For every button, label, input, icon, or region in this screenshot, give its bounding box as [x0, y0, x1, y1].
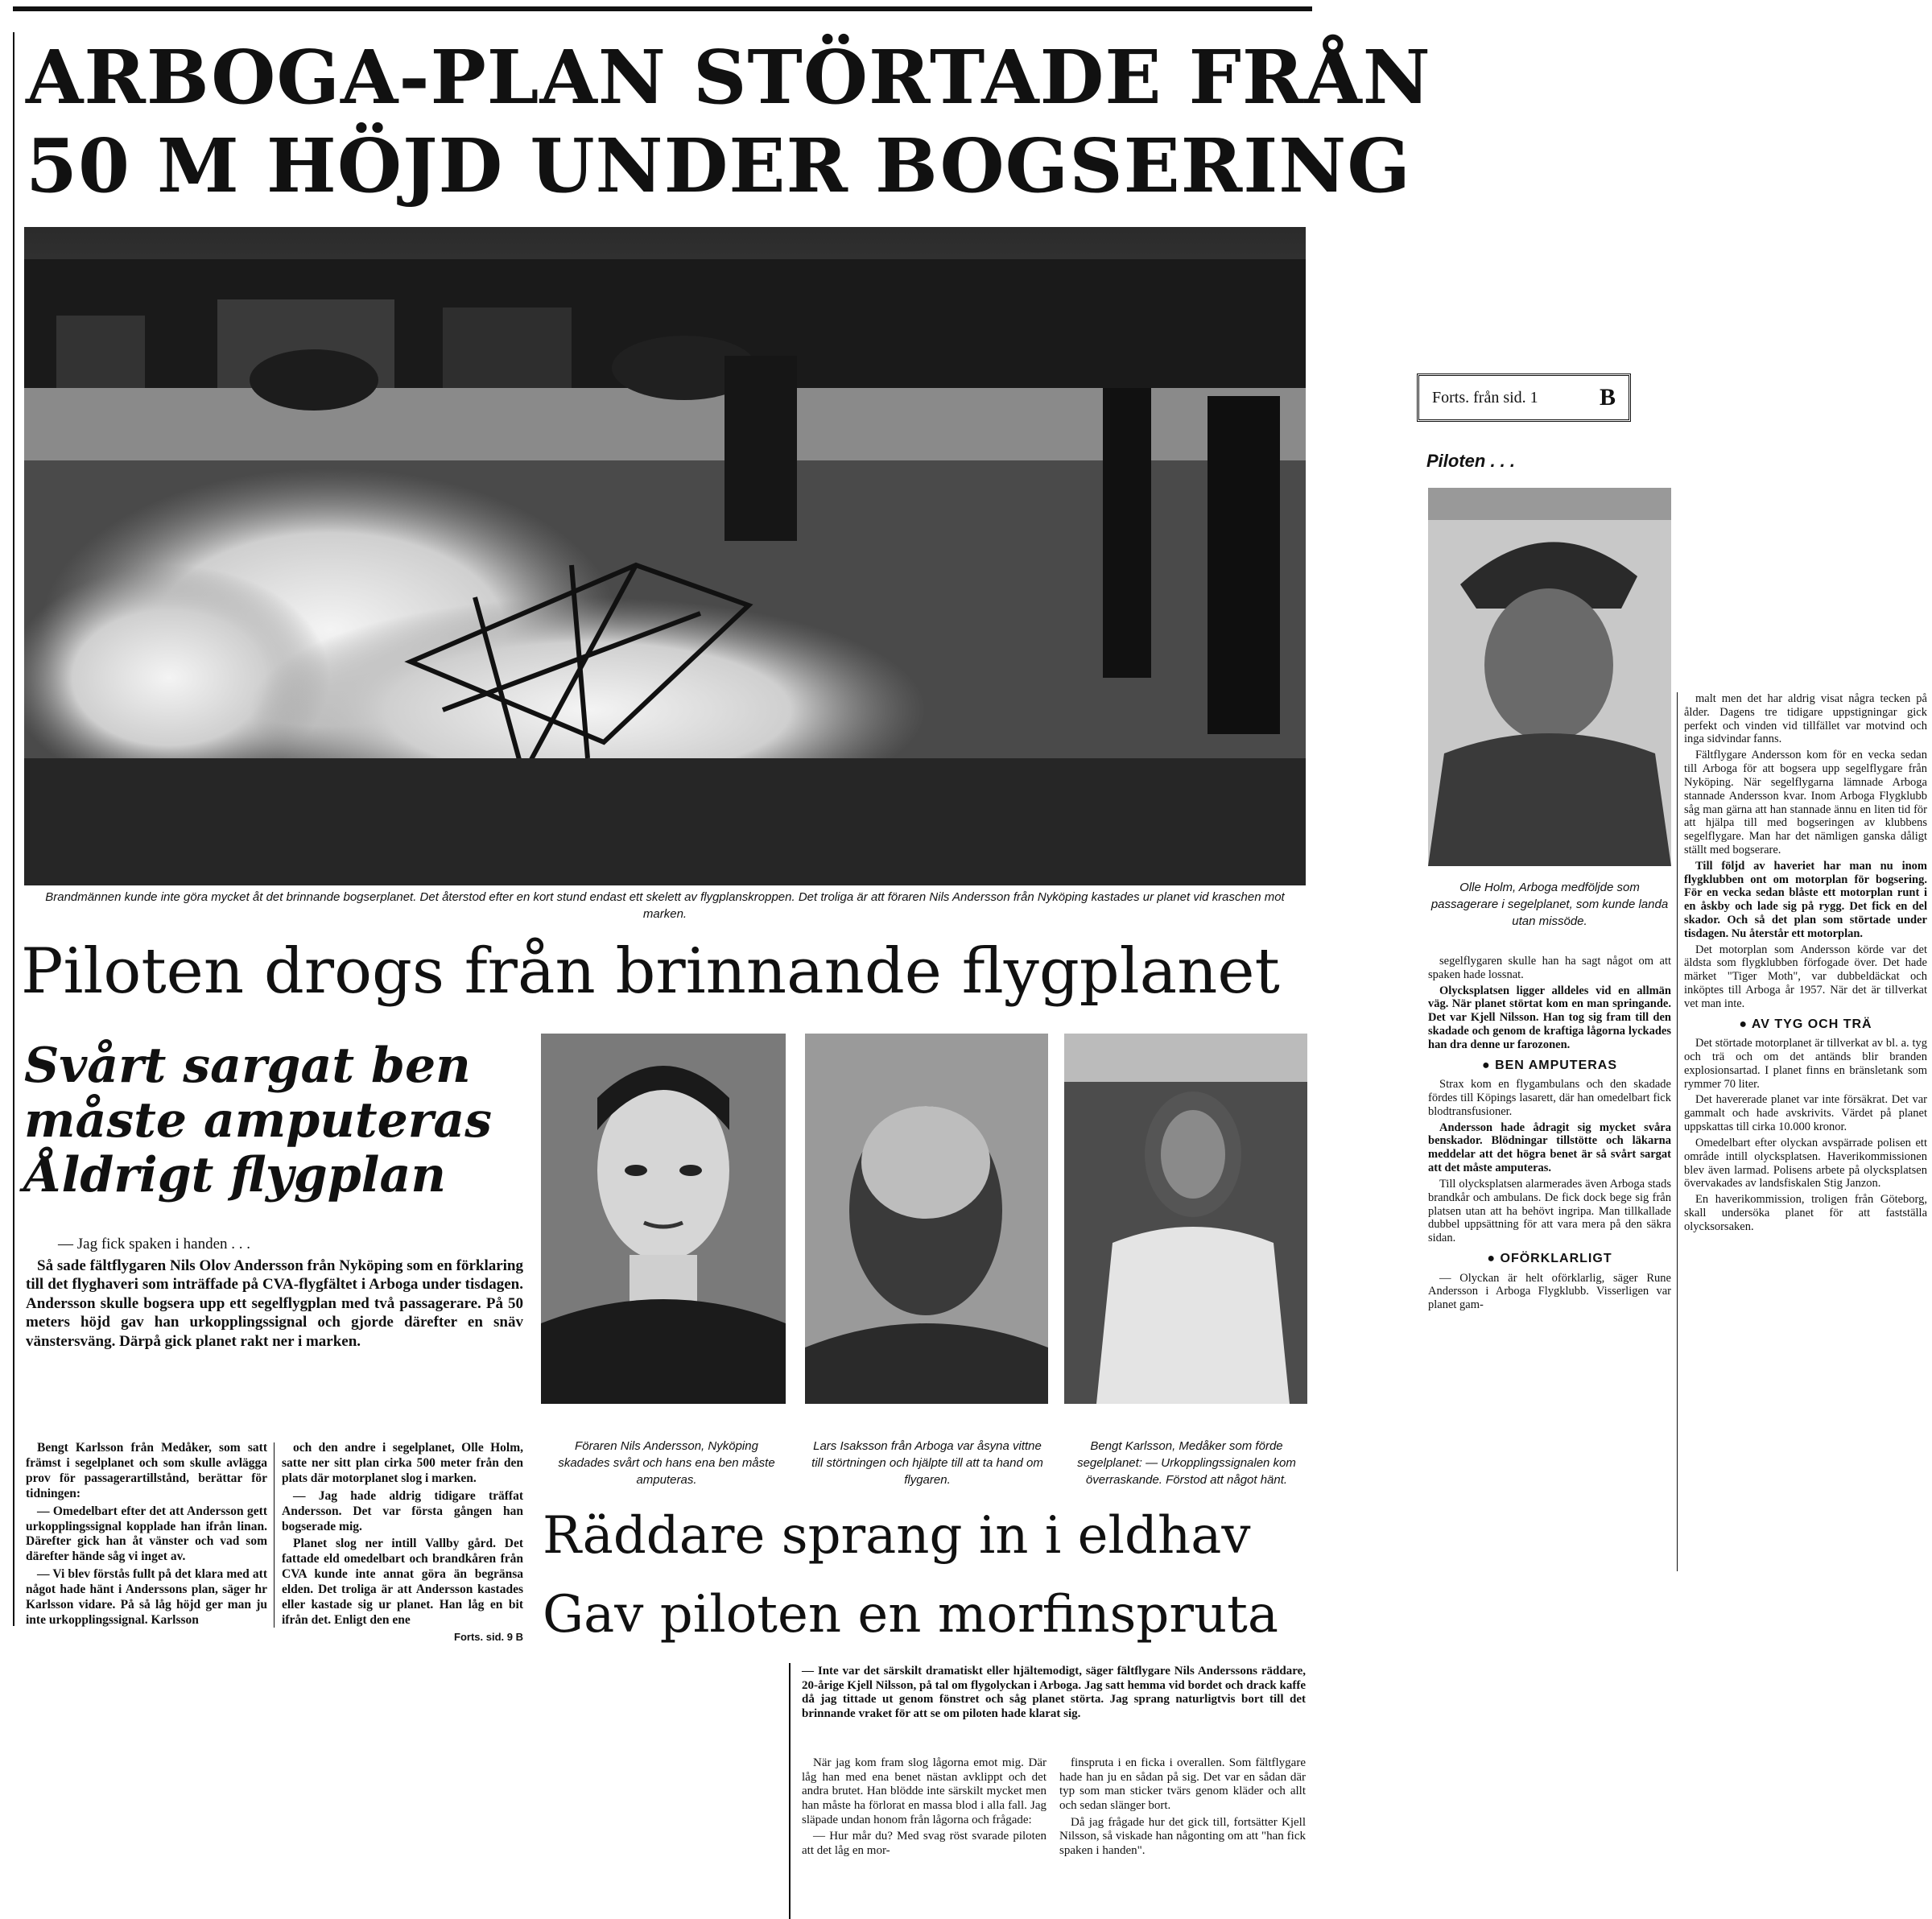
rescue-col2-p1: finspruta i en ficka i overallen. Som fältflygare hade han ju en sådan på sig. Det var en sådan där typ som man sticker tvärs genom kläder och allt och sedan slänger bort. — [1059, 1756, 1306, 1813]
body-paragraph: Omedelbart efter olyckan avspärrade polisen ett område intill olycksplatsen. Haverikommissionen blev även larmad. Polisens arbete på olycksplatsen övervakades av landsfiskalen Stig Janzon. — [1684, 1136, 1927, 1191]
body-column-1 — [26, 1441, 267, 1631]
lead-quote: — Jag fick spaken i handen . . . — [58, 1236, 251, 1253]
body-paragraph: Det motorplan som Andersson körde var det äldsta som flygklubben förfogade över. Det hade märket "Tiger Moth", var dubbeldäckat och inköptes till Arboga år 1957. När det är tillverkat vet man inte. — [1684, 943, 1927, 1010]
rescue-headline-line1: Räddare sprang in i eldhav — [543, 1506, 1251, 1566]
rescue-rule — [789, 1663, 791, 1919]
portrait-olle-holm — [1428, 488, 1671, 866]
section-heading: ● OFÖRKLARLIGT — [1487, 1251, 1612, 1265]
lead-text: Så sade fältflygaren Nils Olov Andersson från Nyköping som en förklaring till det flyghaveri som inträffade på CVA-flygfältet i Arboga under tisdagen. Andersson skulle bogsera upp ett segelflygplan med två passagerare. På 50 meters höjd gav han urkopplingssignal och gjorde därefter en snäv vänstersväng. Därpå gick planet rakt ner i marken. — [26, 1257, 523, 1350]
col1-p3: — Vi blev förstås fullt på det klara med att något hade hänt i Anderssons plan, säger hr Karlsson vidare. På så låg höjd ger man ju inte urkopplingssignal. Karlsson — [26, 1567, 267, 1627]
col2-p2: — Jag hade aldrig tidigare träffat Andersson. Det var första gången han bogserade mig. — [282, 1488, 523, 1533]
col2-p1: och den andre i segelplanet, Olle Holm, satte ner sitt plan cirka 500 meter från den plats där motorplanet slog i marken. — [282, 1441, 523, 1485]
col2-p3: Planet slog ner intill Vallby gård. Det fattade eld omedelbart och brandkåren från CVA kunde inte annat göra än begränsa elden. Det troliga är att Andersson kastades eller kastade sig ur planet. Han låg en bit ifrån det. Enligt den ene — [282, 1537, 523, 1627]
portrait-caption-3: Bengt Karlsson, Medåker som förde segelplanet: — Urkopplingssignalen kom överraskande. Förstod att något hänt. — [1077, 1439, 1296, 1487]
subhead-1: Svårt sargat ben — [24, 1038, 471, 1094]
body-column-2 — [282, 1441, 523, 1644]
body-paragraph: malt men det har aldrig visat några tecken på ålder. Dagens tre tidigare uppstigningar gick perfekt och vinden vid tillfället var motvind och inga sidvindar fanns. — [1684, 692, 1927, 746]
col1-p1: Bengt Karlsson från Medåker, som satt främst i segelplanet och som skulle avlägga prov för passagerartillstånd, berättar för tidningen: — [26, 1441, 267, 1500]
body-paragraph: Till olycksplatsen alarmerades även Arboga stads brandkår och ambulans. De fick dock bege sig från platsen utan att ha behövt ingripa. Man tillkallade dubbel uppsättning för att vara mera på den säkra sidan. — [1428, 1177, 1671, 1245]
column-divider — [274, 1442, 275, 1628]
body-paragraph: En haverikommission, troligen från Göteborg, skall undersöka planet för att fastställa olycksorsaken. — [1684, 1193, 1927, 1233]
crash-scene-photo — [24, 227, 1306, 885]
main-headline-line2: 50 M HÖJD UNDER BOGSERING — [26, 122, 1411, 209]
top-rule — [13, 6, 1312, 11]
section-heading: ● AV TYG OCH TRÄ — [1739, 1017, 1872, 1031]
body-paragraph: — Olyckan är helt oförklarlig, säger Rune Andersson i Arboga Flygklubb. Visserligen var planet gam- — [1428, 1271, 1671, 1312]
col1-p2: — Omedelbart efter det att Andersson gett urkopplingssignal kopplade han ifrån linan. Därefter gick han åt vänster och vad som därefter hände såg vi inget av. — [26, 1504, 267, 1564]
continued-box — [1417, 373, 1631, 422]
continued-column-a — [1428, 955, 1671, 1314]
body-paragraph: Andersson hade ådragit sig mycket svåra benskador. Blödningar tillstötte och läkarna meddelar att det högra benet är så svårt sargat att det måste amputeras. — [1428, 1120, 1671, 1175]
section-heading: ● BEN AMPUTERAS — [1481, 1058, 1618, 1072]
continued-divider — [1677, 692, 1678, 1571]
continued-kicker: Piloten . . . — [1426, 451, 1516, 471]
rescue-col2-p2: Då jag frågade hur det gick till, fortsätter Kjell Nilsson, så viskade han någonting om att "han fick spaken i handen". — [1059, 1815, 1306, 1858]
body-paragraph: Olycksplatsen ligger alldeles vid en allmän väg. När planet störtat kom en man springande. Det var Kjell Nilsson. Han tog sig fram till den skadade och genom de kraftiga lågorna lyckades han dra denne ur farozonen. — [1428, 984, 1671, 1051]
subhead-3: Åldrigt flygplan — [24, 1147, 446, 1203]
body-paragraph: Det havererade planet var inte försäkrat. Det var gammalt och hade avskrivits. Värdet på planet uppskattas till cirka 10.000 kronor. — [1684, 1093, 1927, 1134]
subhead-2: måste amputeras — [24, 1092, 493, 1149]
rescue-col1-p1: När jag kom fram slog lågorna emot mig. Där låg han med ena benet nästan avklippt och det andra brutet. Han blödde inte särskilt mycket men han måste ha förlorat en massa blod i alla fall. Jag släpade undan honom från lågorna och frågade: — [802, 1756, 1046, 1826]
lead-paragraph — [26, 1235, 523, 1353]
continued-box-letter: B — [1599, 384, 1616, 411]
rescue-lead: — Inte var det särskilt dramatiskt eller hjältemodigt, säger fältflygare Nils Anderssons räddare, 20-årige Kjell Nilsson, på tal om flygolyckan i Arboga. Jag satt hemma vid bordet och drack kaffe då jag tittade ut genom fönstret och såg planet störta. Jag sprang naturligtvis bort till det brinnande vraket för att se om piloten hade klarat sig. — [802, 1665, 1306, 1721]
body-paragraph: Strax kom en flygambulans och den skadade fördes till Köpings lasarett, där han omedelbart fick blodtransfusioner. — [1428, 1078, 1671, 1118]
main-headline-line1: ARBOGA-PLAN STÖRTADE FRÅN — [26, 34, 1431, 121]
olle-holm-caption: Olle Holm, Arboga medföljde som passagerare i segelplanet, som kunde landa utan missöde. — [1430, 881, 1669, 928]
portrait-lars-isaksson — [805, 1034, 1048, 1404]
rescue-col1-p2: — Hur mår du? Med svag röst svarade piloten att det låg en mor- — [802, 1830, 1046, 1858]
portrait-nils-andersson — [541, 1034, 786, 1404]
left-rule — [13, 32, 14, 1626]
rescue-column-1 — [802, 1756, 1046, 1861]
portrait-caption-1: Föraren Nils Andersson, Nyköping skadades svårt och hans ena ben måste amputeras. — [558, 1439, 775, 1487]
rescue-column-2 — [1059, 1756, 1306, 1861]
continued-box-label: Forts. från sid. 1 — [1432, 388, 1538, 406]
second-headline: Piloten drogs från brinnande flygplanet — [21, 935, 1280, 1008]
body-paragraph: Det störtade motorplanet är tillverkat av bl. a. tyg och trä och om det antänds blir branden explosionsartad. I planet finns en bränsletank som rymmer 70 liter. — [1684, 1037, 1927, 1091]
body-paragraph: segelflygaren skulle han ha sagt något om att spaken hade lossnat. — [1428, 955, 1671, 981]
portrait-caption-2: Lars Isaksson från Arboga var åsyna vittne till störtningen och hjälpte till att ta hand om flygaren. — [811, 1439, 1043, 1487]
portrait-bengt-karlsson — [1064, 1034, 1307, 1404]
rescue-headline-line2: Gav piloten en morfinspruta — [543, 1585, 1279, 1645]
body-paragraph: Fältflygare Andersson kom för en vecka sedan till Arboga för att bogsera upp segelflygare från Nyköping. När segelflygarna lämnade Arboga stannade Andersson kvar. Inom Arboga Flygklubb såg man gärna att han stannade ännu en liten tid för att hjälpa till med bogseringen av klubbens segelflygare. Man har det nämligen ganska dåligt ställt med bogserare. — [1684, 749, 1927, 856]
main-photo-caption: Brandmännen kunde inte göra mycket åt det brinnande bogserplanet. Det återstod efter en kort stund endast ett skelett av flygplanskroppen. Det troliga är att föraren Nils Andersson från Nyköping kastades ur planet vid kraschen mot marken. — [45, 890, 1285, 921]
continued-column-b — [1684, 692, 1927, 1236]
continued-ref: Forts. sid. 9 B — [454, 1630, 523, 1643]
body-paragraph: Till följd av haveriet har man nu inom flygklubben ont om motorplan för bogsering. För en vecka sedan blåste ett motorplan runt i en åskby och lade sig på rygg. Det fick en del skador. Och så det plan som störtade under tisdagen. Nu återstår ett motorplan. — [1684, 859, 1927, 940]
